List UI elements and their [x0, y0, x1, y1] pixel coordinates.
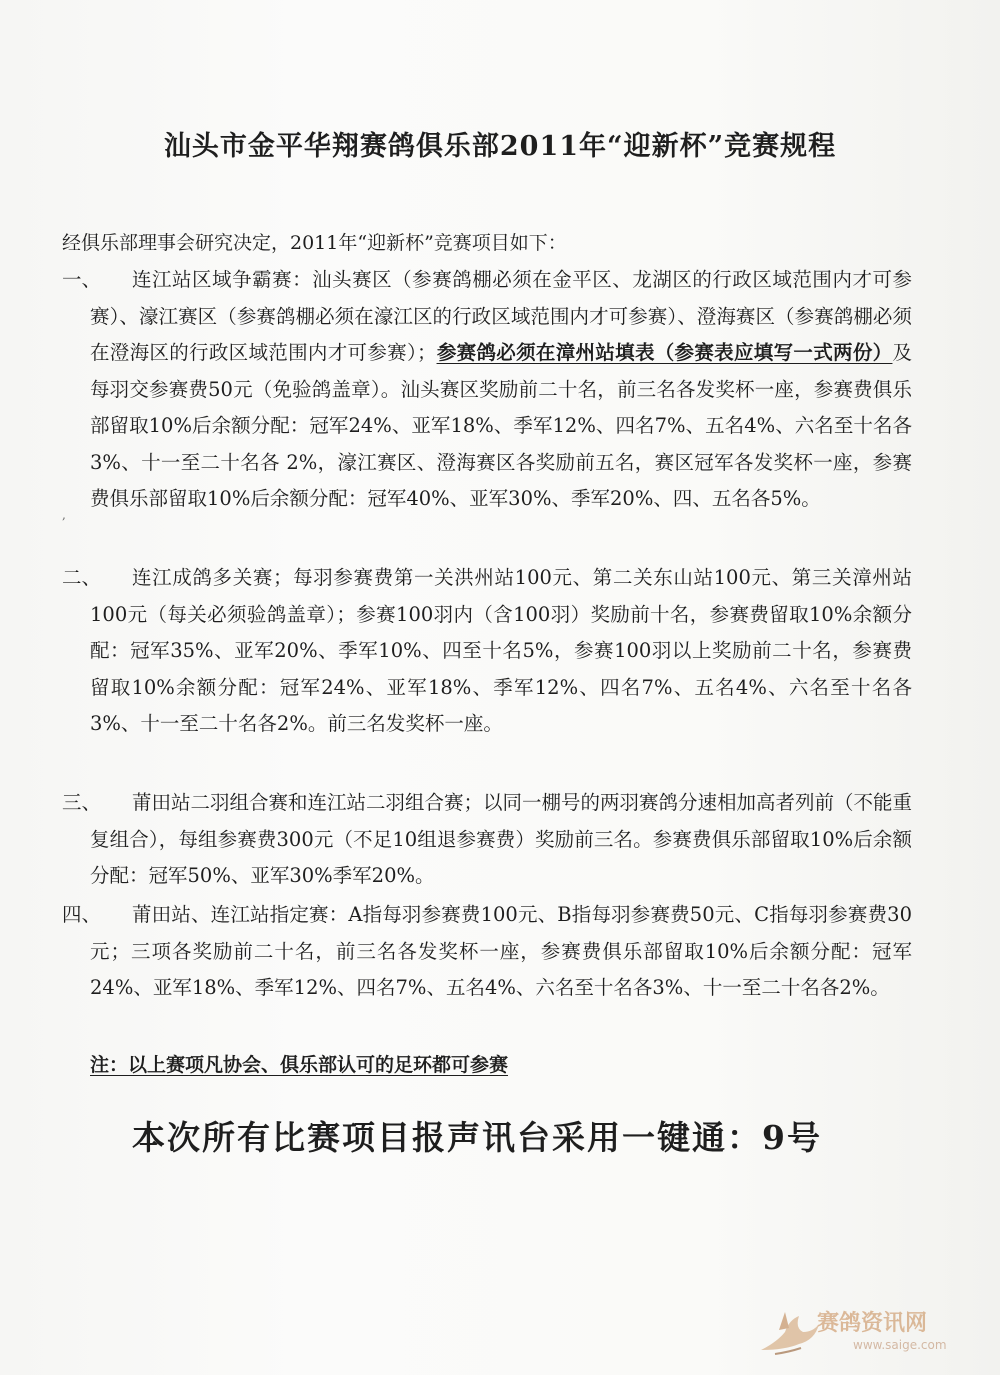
section-number: 三、 [62, 791, 102, 814]
pigeon-logo-icon [755, 1302, 825, 1362]
section-text: 及每羽交参赛费50元（免验鸽盖章）。汕头赛区奖励前二十名，前三名各发奖杯一座，参赛费俱乐部留取10%后余额分配：冠军24%、亚军18%、季军12%、四名7%、五名4%、六名至十名各3%、十一至二十名各 2%，濠江赛区、澄海赛区各奖励前五名，赛区冠军各发奖杯一座，参赛费俱乐部留取10%后余额分配：冠军40%、亚军30%、季军20%、四、五名各5%。 [90, 341, 912, 510]
site-watermark [755, 1302, 965, 1362]
section-number: 四、 [62, 903, 102, 926]
intro-text: 经俱乐部理事会研究决定，2011年“迎新杯”竞赛项目如下： [62, 232, 567, 254]
section-text: 连江站区域争霸赛：汕头赛区（参赛鸽棚必须在金平区、龙湖区的行政区域范围内才可参赛）、濠江赛区（参赛鸽棚必须在濠江区的行政区域范围内才可参赛）、澄海赛区（参赛鸽棚必须在澄海区的行政区域范围内才可参赛）； [90, 268, 912, 364]
section-4 [62, 897, 912, 1007]
footer-announcement: 本次所有比赛项目报声讯台采用一键通：9号 [132, 1118, 822, 1157]
highlighted-requirement: 参赛鸽必须在漳州站填表（参赛表应填写一式两份） [436, 341, 893, 364]
section-body: 连江成鸽多关赛；每羽参赛费第一关洪州站100元、第二关东山站100元、第三关漳州站100元（每关必须验鸽盖章）；参赛100羽内（含100羽）奖励前十名，参赛费留取10%余额分配：冠军35%、亚军20%、季军10%、四至十名5%，参赛100羽以上奖励前二十名，参赛费留取10%余额分配：冠军24%、亚军18%、季军12%、四名7%、五名4%、六名至十名各3%、十一至二十名各2%。前三名发奖杯一座。 [90, 566, 912, 735]
section-body: 莆田站、连江站指定赛：A指每羽参赛费100元、B指每羽参赛费50元、C指每羽参赛费30元；三项各奖励前二十名，前三名各发奖杯一座，参赛费俱乐部留取10%后余额分配：冠军24%、亚军18%、季军12%、四名7%、五名4%、六名至十名各3%、十一至二十名各2%。 [90, 903, 912, 999]
watermark-url: www.saige.com [853, 1338, 947, 1352]
section-3 [62, 785, 912, 895]
stray-mark: , [62, 508, 66, 522]
section-2 [62, 560, 912, 743]
section-body [90, 262, 912, 518]
section-number: 二、 [62, 566, 102, 589]
section-1 [62, 262, 912, 518]
document-title: 汕头市金平华翔赛鸽俱乐部2011年“迎新杯”竞赛规程 [163, 131, 837, 162]
section-number: 一、 [62, 268, 102, 291]
watermark-title: 赛鸽资讯网 [817, 1311, 928, 1336]
section-body: 莆田站二羽组合赛和连江站二羽组合赛；以同一棚号的两羽赛鸽分速相加高者列前（不能重复组合），每组参赛费300元（不足10组退参赛费）奖励前三名。参赛费俱乐部留取10%后余额分配：冠军50%、亚军30%季军20%。 [90, 791, 913, 887]
note-text: 注：以上赛项凡协会、俱乐部认可的足环都可参赛 [90, 1054, 509, 1076]
